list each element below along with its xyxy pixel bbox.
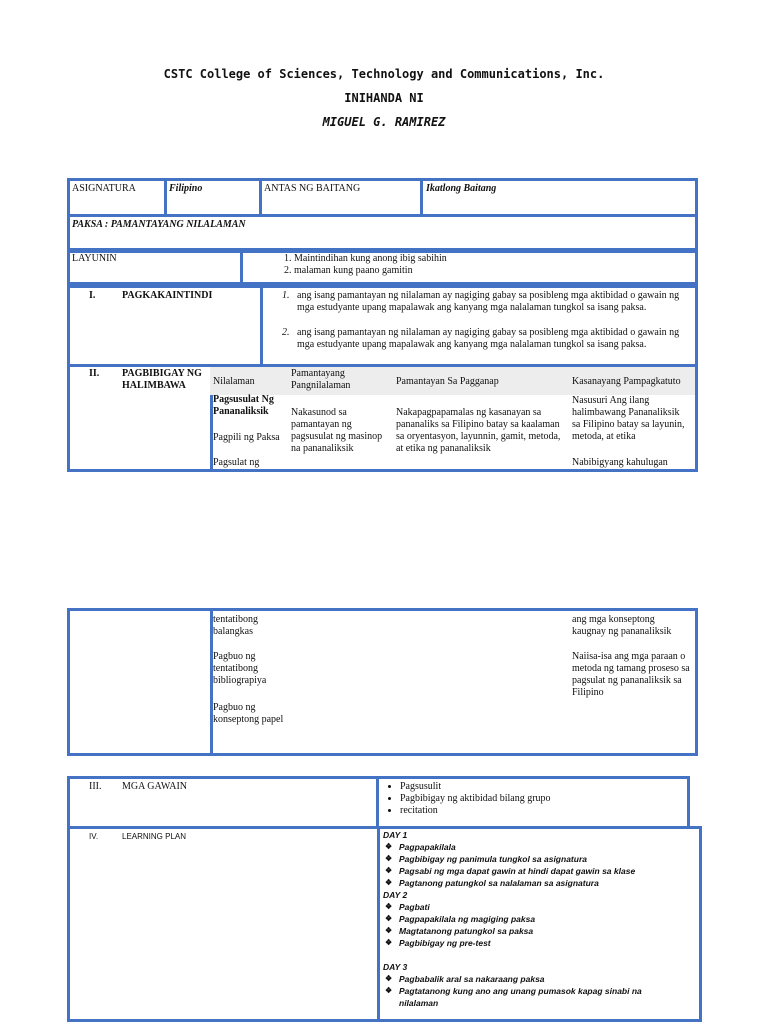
prepared-by-label: INIHANDA NI [344, 91, 424, 105]
plan-item: ❖ Pagpapakilala ng magiging paksa [383, 913, 683, 925]
plan-item: ❖ Pagbibigay ng panimula tungkol sa asignatura [383, 853, 683, 865]
antas-label: ANTAS NG BAITANG [264, 183, 361, 194]
halimbawa-number: II. [89, 368, 100, 379]
day-heading: DAY 2 [383, 890, 408, 900]
nilalaman-item: Pagpili ng Paksa [213, 432, 280, 443]
day-heading: DAY 3 [383, 962, 408, 972]
gawain-label-cell [67, 776, 379, 829]
nilalaman-item: Pagbuo ng tentatibong bibliograpiya [213, 651, 267, 686]
learning-plan-label-cell [67, 826, 380, 1022]
nilalaman-item: tentatibong balangkas [213, 614, 258, 637]
gawain-item: • recitation [400, 805, 551, 817]
pagkakaintindi-item: ang isang pamantayan ng nilalaman ay nagiging gabay sa posibleng mga aktibidad o gawain ng mga estudyante upang mapalawak ang kanyang mga nalalaman tungkol sa isang paksa. [297, 327, 680, 350]
layunin-item: 2. malaman kung paano gamitin [284, 265, 413, 276]
school-name: CSTC College of Sciences, Technology and Communications, Inc. [163, 67, 605, 81]
kasanayan-text: Nabibigyang kahulugan [572, 457, 668, 468]
kasanayan-text: Naiisa-isa ang mga paraan o metoda ng tamang proseso sa pagsulat ng pananaliksik sa Filipino [572, 651, 690, 698]
plan-item: ❖ Pagbibigay ng pre-test [383, 937, 683, 949]
plan-item: ❖ Pagtatanong kung ano ang unang pumasok kapag sinabi na nilalaman [383, 985, 683, 1009]
pangnilalaman-text: Nakasunod sa pamantayan ng pagsusulat ng masinop na pananaliksik [291, 407, 383, 454]
pagganap-text: Nakapagpapamalas ng kasanayan sa pananaliks sa Filipino batay sa kaalaman sa oryentasyon, layunnin, gamit, metoda, at etika ng pananaliksik [396, 407, 561, 454]
gawain-label: MGA GAWAIN [122, 781, 188, 792]
layunin-label: LAYUNIN [72, 253, 117, 264]
nilalaman-title: Pagsusulat Ng Pananaliksik [213, 394, 274, 417]
column-header-pamantayang-pangnilalaman: Pamantayang Pangnilalaman [291, 368, 351, 391]
kasanayan-text: ang mga konseptong kaugnay ng pananaliksik [572, 614, 672, 637]
plan-item: ❖ Pagsabi ng mga dapat gawin at hindi dapat gawin sa klase [383, 865, 683, 877]
day-heading: DAY 1 [383, 830, 408, 840]
learning-plan-days [383, 829, 683, 1009]
gawain-item: • Pagbibigay ng aktibidad bilang grupo [400, 793, 551, 805]
nilalaman-item: Pagsulat ng [213, 457, 260, 468]
plan-item: ❖ Pagtanong patungkol sa nalalaman sa asignatura [383, 877, 683, 889]
layunin-item: 1. Maintindihan kung anong ibig sabihin [284, 253, 447, 264]
gawain-item: • Pagsusulit [400, 781, 551, 793]
column-header-nilalaman: Nilalaman [213, 376, 255, 387]
antas-value: Ikatlong Baitang [426, 183, 497, 194]
gawain-number: III. [89, 781, 102, 792]
plan-item: ❖ Pagbabalik aral sa nakaraang paksa [383, 973, 683, 985]
gawain-list [378, 781, 551, 817]
learning-plan-label: LEARNING PLAN [122, 832, 187, 841]
learning-plan-number: IV. [89, 832, 99, 841]
kasanayan-text: Nasusuri Ang ilang halimbawang Pananaliksik sa Filipino batay sa layunin, metoda, at etika [572, 395, 685, 442]
plan-item: ❖ Pagpapakilala [383, 841, 683, 853]
nilalaman-item: Pagbuo ng konseptong papel [213, 702, 284, 725]
column-header-kasanayang-pampagkatuto: Kasanayang Pampagkatuto [572, 376, 681, 387]
pagkakaintindi-item: ang isang pamantayan ng nilalaman ay nagiging gabay sa posibleng mga aktibidad o gawain ng mga estudyante upang mapalawak ang kanyang mga nalalaman tungkol sa isang paksa. [297, 290, 680, 313]
halimbawa-label: PAGBIBIGAY NG HALIMBAWA [122, 368, 202, 391]
paksa-text: PAKSA : PAMANTAYANG NILALAMAN [72, 219, 246, 230]
asignatura-label: ASIGNATURA [72, 183, 136, 194]
plan-item: ❖ Pagbati [383, 901, 683, 913]
column-header-pamantayan-sa-pagganap: Pamantayan Sa Pagganap [396, 376, 499, 387]
item-number: 1. [282, 290, 290, 301]
asignatura-row [67, 178, 698, 217]
plan-item: ❖ Magtatanong patungkol sa paksa [383, 925, 683, 937]
item-number: 2. [282, 327, 290, 338]
pagkakaintindi-number: I. [89, 290, 96, 301]
asignatura-value: Filipino [169, 183, 203, 194]
author-name: MIGUEL G. RAMIREZ [322, 115, 446, 129]
pagkakaintindi-label: PAGKAKAINTINDI [122, 290, 213, 301]
